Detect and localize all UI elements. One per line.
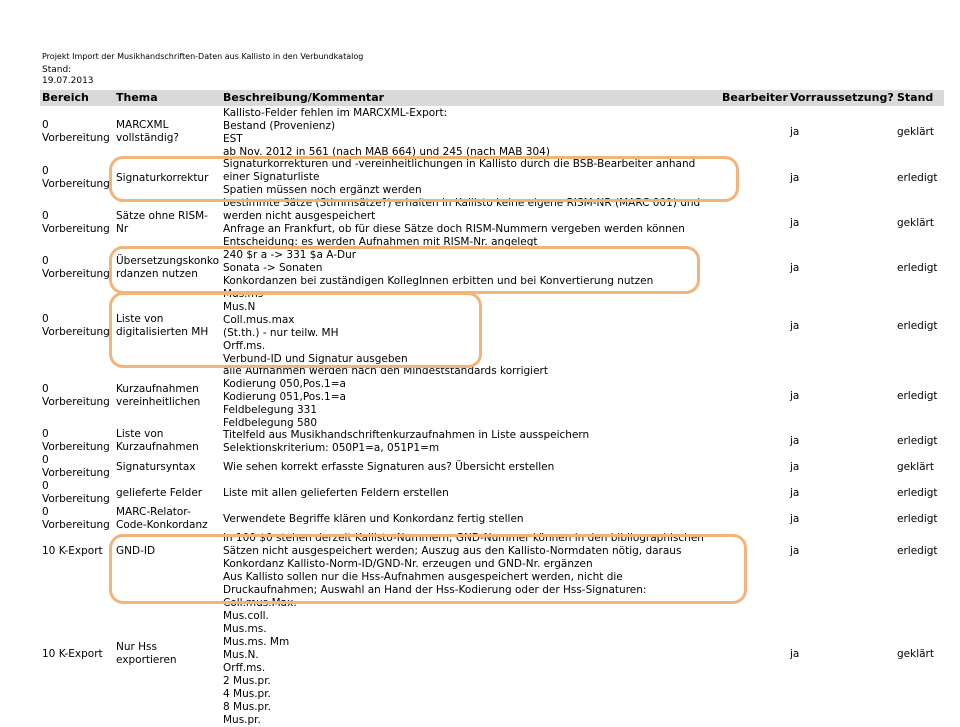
row-4-beschreibung: 240 $r a -> 331 $a A-Dur Sonata -> Sonaten Konkordanzen bei zuständigen KollegInnen erbitten und bei Konvertierung nutzen (223, 249, 654, 287)
highlight-ring-signaturkorrektur (109, 156, 739, 202)
row-12-bereich: 10 K-Export (42, 648, 103, 660)
row-7-beschreibung: Titelfeld aus Musikhandschriftenkurzaufnahmen in Liste ausspeichern Selektionskriterium: 050P1=a, 051P1=m (223, 429, 590, 454)
row-11-beschreibung: in 100 $0 stehen derzeit Kallisto-Nummern; GND-Nummer können in den bibliographischen Sätzen nicht ausgespeichert werden; Auszug aus den Kallisto-Normdaten nötig, daraus Konkordanz Kallisto-Norm-ID/GND-Nr. erzeugen und GND-Nr. ergänzen (223, 532, 704, 570)
row-1-stand: geklärt (897, 126, 934, 138)
row-10-beschreibung: Verwendete Begriffe klären und Konkordanz fertig stellen (223, 513, 524, 525)
row-7-bereich: 0 Vorbereitung (42, 428, 110, 453)
row-2-vorraussetzung: ja (790, 172, 800, 184)
row-4-thema: Übersetzungskonko rdanzen nutzen (116, 255, 220, 280)
row-4-bereich: 0 Vorbereitung (42, 255, 110, 280)
stand-label: Stand: (42, 65, 72, 75)
row-6-thema: Kurzaufnahmen vereinheitlichen (116, 383, 201, 408)
row-1-thema: MARCXML vollständig? (116, 119, 179, 144)
row-2-thema: Signaturkorrektur (116, 172, 209, 184)
column-header-bearbeiter: Bearbeiter (722, 91, 788, 104)
row-11-vorraussetzung: ja (790, 545, 800, 557)
row-2-beschreibung: Signaturkorrekturen und -vereinheitlichungen in Kallisto durch die BSB-Bearbeiter anhand einer Signaturliste Spatien müssen noch ergänzt werden (223, 158, 696, 196)
row-4-stand: erledigt (897, 262, 938, 274)
row-12-beschreibung: Aus Kallisto sollen nur die Hss-Aufnahmen ausgespeichert werden, nicht die Druckaufnahmen; Auswahl an Hand der Hss-Kodierung oder der Hss-Signaturen: Coll.mus.Max. Mus.coll. Mus.ms. Mus.ms. Mm Mus.N. Orff.ms. 2 Mus.pr. 4 Mus.pr. 8 Mus.pr. Mus.pr. (223, 571, 647, 726)
highlight-ring-gnd-id (109, 534, 747, 604)
row-10-vorraussetzung: ja (790, 513, 800, 525)
row-7-stand: erledigt (897, 435, 938, 447)
row-3-vorraussetzung: ja (790, 217, 800, 229)
row-4-vorraussetzung: ja (790, 262, 800, 274)
column-header-stand: Stand (897, 91, 934, 104)
highlight-ring-digitalisiert (109, 292, 482, 368)
row-3-stand: geklärt (897, 217, 934, 229)
row-9-beschreibung: Liste mit allen gelieferten Feldern erstellen (223, 487, 449, 499)
row-6-vorraussetzung: ja (790, 390, 800, 402)
row-5-stand: erledigt (897, 320, 938, 332)
row-8-vorraussetzung: ja (790, 461, 800, 473)
row-3-beschreibung: bestimmte Sätze (Stimmsätze?) erhalten in Kallisto keine eigene RISM-NR (MARC 001) und werden nicht ausgespeichert Anfrage an Frankfurt, ob für diese Sätze doch RISM-Nummern vergeben werden können Entscheidung: es werden Aufnahmen mit RISM-Nr. angelegt (223, 197, 701, 248)
column-header-beschreibung: Beschreibung/Kommentar (223, 91, 385, 104)
row-3-thema: Sätze ohne RISM- Nr (116, 210, 208, 235)
row-8-bereich: 0 Vorbereitung (42, 454, 110, 479)
row-5-thema: Liste von digitalisierten MH (116, 313, 209, 338)
row-1-bereich: 0 Vorbereitung (42, 119, 110, 144)
row-6-bereich: 0 Vorbereitung (42, 383, 110, 408)
column-header-bereich: Bereich (42, 91, 89, 104)
row-9-stand: erledigt (897, 487, 938, 499)
row-5-vorraussetzung: ja (790, 320, 800, 332)
column-header-vorraussetzung: Vorraussetzung? (790, 91, 894, 104)
column-header-thema: Thema (116, 91, 158, 104)
row-11-stand: erledigt (897, 545, 938, 557)
row-7-vorraussetzung: ja (790, 435, 800, 447)
row-12-thema: Nur Hss exportieren (116, 641, 177, 666)
row-6-beschreibung: alle Aufnahmen werden nach den Mindeststandards korrigiert Kodierung 050,Pos.1=a Kodierung 051,Pos.1=a Feldbelegung 331 Feldbelegung 580 (223, 365, 548, 429)
row-8-beschreibung: Wie sehen korrekt erfasste Signaturen aus? Übersicht erstellen (223, 461, 555, 473)
row-9-thema: gelieferte Felder (116, 487, 203, 499)
row-1-vorraussetzung: ja (790, 126, 800, 138)
row-6-stand: erledigt (897, 390, 938, 402)
row-7-thema: Liste von Kurzaufnahmen (116, 428, 199, 453)
table-header (40, 90, 944, 106)
row-1-beschreibung: Kallisto-Felder fehlen im MARCXML-Export: Bestand (Provenienz) EST ab Nov. 2012 in 561 (nach MAB 664) und 245 (nach MAB 304) (223, 107, 550, 158)
row-5-bereich: 0 Vorbereitung (42, 313, 110, 338)
row-10-stand: erledigt (897, 513, 938, 525)
row-12-stand: geklärt (897, 648, 934, 660)
row-11-thema: GND-ID (116, 545, 156, 557)
row-8-thema: Signatursyntax (116, 461, 196, 473)
row-3-bereich: 0 Vorbereitung (42, 210, 110, 235)
row-2-stand: erledigt (897, 172, 938, 184)
row-12-vorraussetzung: ja (790, 648, 800, 660)
row-10-thema: MARC-Relator- Code-Konkordanz (116, 506, 208, 531)
row-5-beschreibung: Mus.ms Mus.N Coll.mus.max (St.th.) - nur teilw. MH Orff.ms. Verbund-ID und Signatur ausgeben (223, 288, 408, 365)
row-9-vorraussetzung: ja (790, 487, 800, 499)
row-11-bereich: 10 K-Export (42, 545, 103, 557)
row-10-bereich: 0 Vorbereitung (42, 506, 110, 531)
highlight-ring-konkordanzen (109, 246, 700, 294)
stand-date: 19.07.2013 (42, 76, 94, 86)
row-2-bereich: 0 Vorbereitung (42, 165, 110, 190)
project-title: Projekt Import der Musikhandschriften-Daten aus Kallisto in den Verbundkatalog (42, 52, 364, 61)
row-8-stand: geklärt (897, 461, 934, 473)
row-9-bereich: 0 Vorbereitung (42, 480, 110, 505)
